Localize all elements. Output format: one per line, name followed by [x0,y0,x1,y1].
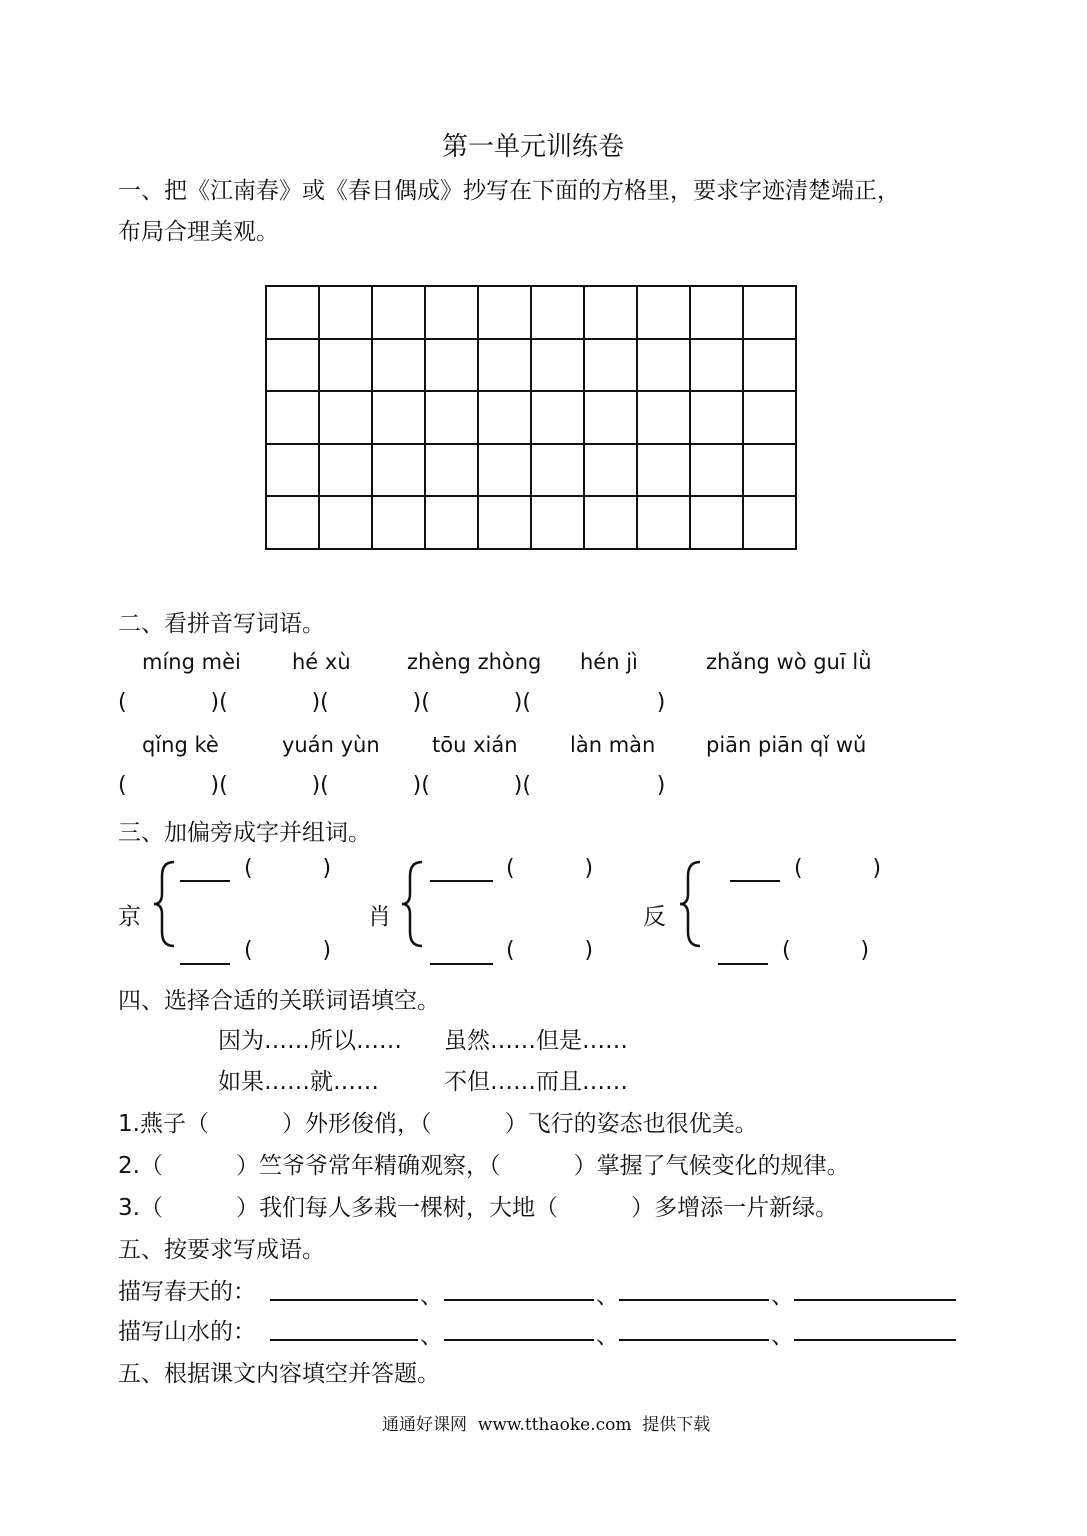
pinyin-3: zhèng zhòng [407,650,542,674]
pinyin-10: piān piān qǐ wǔ [706,733,867,757]
q4-sentence-1[interactable]: 1.燕子（ ）外形俊俏，（ ）飞行的姿态也很优美。 [118,1111,758,1137]
blank-line[interactable] [718,963,768,965]
answer-parens[interactable]: ( ) [244,856,332,881]
idiom-blank[interactable] [270,1339,418,1341]
brace-icon [398,858,426,950]
answer-parens[interactable]: ( ) [244,938,332,963]
blank-line[interactable] [430,880,493,882]
pinyin-6: qǐng kè [142,733,219,757]
idiom-blank[interactable] [619,1299,769,1301]
separator: 、 [771,1283,794,1309]
blank-line[interactable] [430,963,493,965]
brace-icon [150,858,178,950]
answer-parens-row1[interactable]: ( )( )( )( )( ) [118,690,666,715]
separator: 、 [420,1283,443,1309]
conjunction-option: 如果……就…… [218,1069,379,1095]
q4-heading: 四、选择合适的关联词语填空。 [118,988,440,1014]
pinyin-8: tōu xián [432,733,518,757]
answer-parens-row2[interactable]: ( )( )( )( )( ) [118,773,666,798]
pinyin-2: hé xù [292,650,351,674]
q3-heading: 三、加偏旁成字并组词。 [118,820,371,846]
idiom-blank[interactable] [619,1339,769,1341]
page-footer: 通通好课网 www.tthaoke.com 提供下载 [382,1415,711,1435]
pinyin-1: míng mèi [142,650,241,674]
q5-heading: 五、按要求写成语。 [118,1237,325,1263]
separator: 、 [596,1283,619,1309]
q6-heading: 五、根据课文内容填空并答题。 [118,1361,440,1387]
writing-grid[interactable] [265,285,797,550]
pinyin-4: hén jì [580,650,638,674]
q4-sentence-3[interactable]: 3.（ ）我们每人多栽一棵树，大地（ ）多增添一片新绿。 [118,1195,839,1221]
q1-instruction-line1: 一、把《江南春》或《春日偶成》抄写在下面的方格里，要求字迹清楚端正， [118,178,900,204]
separator: 、 [420,1323,443,1349]
conjunction-option: 因为……所以…… [218,1028,402,1054]
idiom-blank[interactable] [794,1299,956,1301]
idiom-blank[interactable] [794,1339,956,1341]
brace-icon [676,858,704,950]
pinyin-7: yuán yùn [282,733,380,757]
answer-parens[interactable]: ( ) [506,856,594,881]
idiom-landscape-label: 描写山水的： [118,1319,256,1345]
q4-sentence-2[interactable]: 2.（ ）竺爷爷常年精确观察，（ ）掌握了气候变化的规律。 [118,1153,850,1179]
blank-line[interactable] [180,880,230,882]
radical-char-fan: 反 [643,904,666,930]
radical-char-xiao: 肖 [368,904,391,930]
idiom-blank[interactable] [444,1299,594,1301]
blank-line[interactable] [730,880,780,882]
q2-heading: 二、看拼音写词语。 [118,611,325,637]
idiom-blank[interactable] [270,1299,418,1301]
pinyin-9: làn màn [570,733,656,757]
answer-parens[interactable]: ( ) [794,856,882,881]
radical-char-jing: 京 [118,904,141,930]
separator: 、 [596,1323,619,1349]
idiom-blank[interactable] [444,1339,594,1341]
page-title: 第一单元训练卷 [442,132,625,162]
pinyin-5: zhǎng wò guī lǜ [706,650,872,674]
separator: 、 [771,1323,794,1349]
answer-parens[interactable]: ( ) [782,938,870,963]
q1-instruction-line2: 布局合理美观。 [118,219,279,245]
conjunction-option: 不但……而且…… [444,1069,628,1095]
answer-parens[interactable]: ( ) [506,938,594,963]
conjunction-option: 虽然……但是…… [444,1028,628,1054]
idiom-spring-label: 描写春天的： [118,1279,256,1305]
blank-line[interactable] [180,963,230,965]
